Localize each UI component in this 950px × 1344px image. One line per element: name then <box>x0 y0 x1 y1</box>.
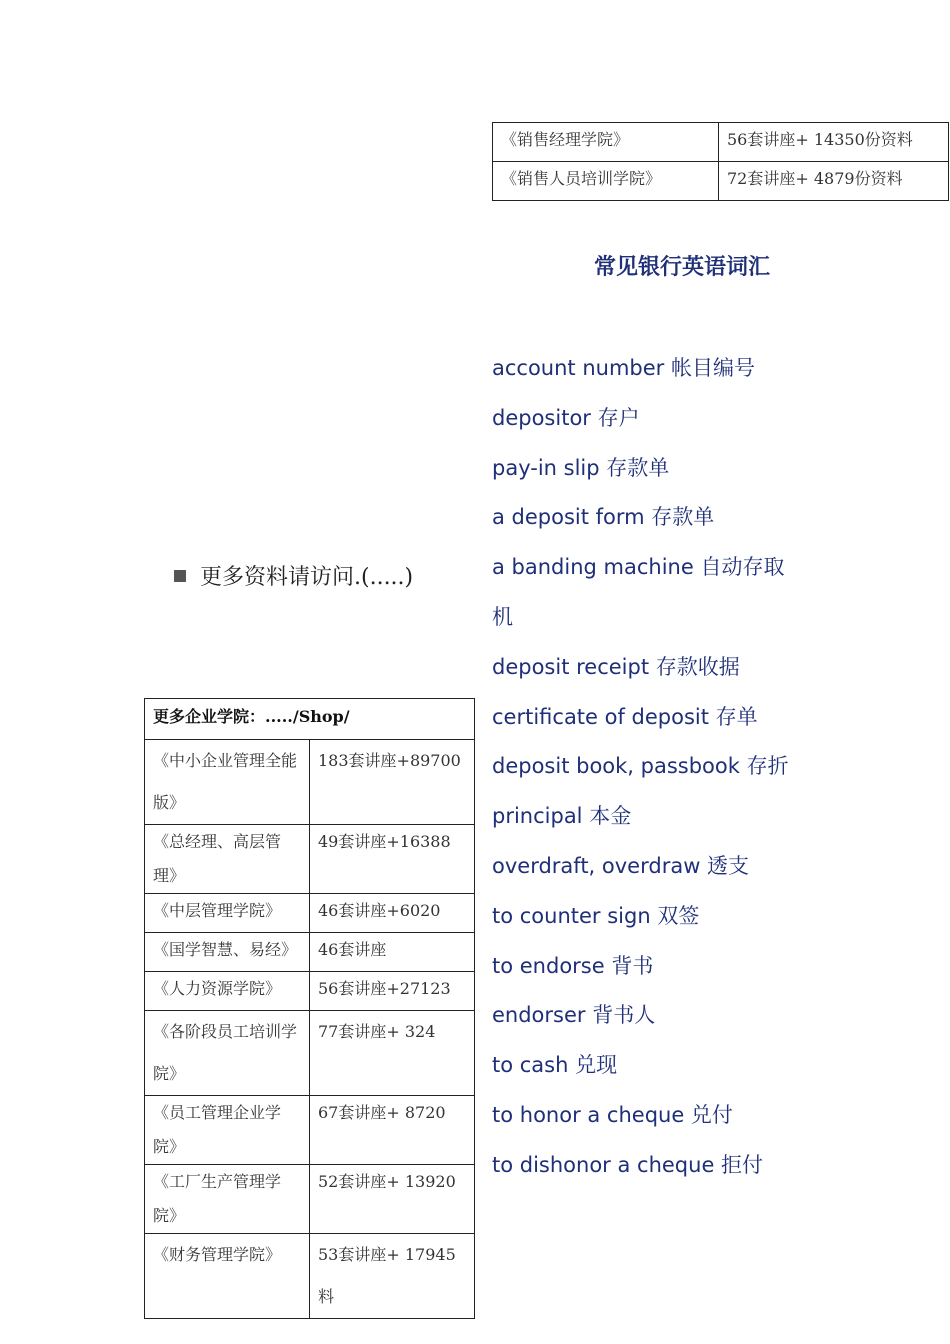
course-name: 《销售人员培训学院》 <box>493 162 719 201</box>
vocabulary-list <box>492 344 822 1191</box>
course-amount: 67套讲座+ 8720 <box>310 1096 475 1165</box>
course-name: 《各阶段员工培训学院》 <box>145 1011 310 1096</box>
course-name: 《中层管理学院》 <box>145 894 310 933</box>
course-name: 《财务管理学院》 <box>145 1234 310 1319</box>
vocab-item: certificate of deposit 存单 <box>492 704 758 729</box>
table-row <box>145 825 475 894</box>
course-name: 《销售经理学院》 <box>493 123 719 162</box>
course-name: 《员工管理企业学院》 <box>145 1096 310 1165</box>
vocab-item: pay-in slip 存款单 <box>492 455 670 480</box>
vocab-item: principal 本金 <box>492 804 632 829</box>
table-header-row <box>145 699 475 740</box>
vocab-item: 机 <box>492 604 513 629</box>
vocab-item: a banding machine 自动存取 <box>492 555 785 580</box>
vocab-item: deposit receipt 存款收据 <box>492 654 740 679</box>
vocab-item: endorser 背书人 <box>492 1003 656 1028</box>
vocab-item: to counter sign 双签 <box>492 903 700 928</box>
course-amount: 46套讲座 <box>310 933 475 972</box>
table-row <box>493 123 949 162</box>
course-amount: 53套讲座+ 17945料 <box>310 1234 475 1319</box>
vocab-item: a deposit form 存款单 <box>492 505 715 530</box>
vocab-item: to endorse 背书 <box>492 953 654 978</box>
course-amount: 46套讲座+6020 <box>310 894 475 933</box>
course-amount: 52套讲座+ 13920 <box>310 1165 475 1234</box>
course-name: 《工厂生产管理学院》 <box>145 1165 310 1234</box>
course-amount: 49套讲座+16388 <box>310 825 475 894</box>
more-resources-note <box>174 560 413 591</box>
table-row <box>145 740 475 825</box>
top-course-table <box>492 122 949 201</box>
course-amount: 183套讲座+89700 <box>310 740 475 825</box>
more-resources-text: 更多资料请访问.(.....) <box>200 565 414 590</box>
vocab-item: account number 帐目编号 <box>492 356 755 380</box>
course-name: 《中小企业管理全能版》 <box>145 740 310 825</box>
course-amount: 72套讲座+ 4879份资料 <box>719 162 949 201</box>
page-title: 常见银行英语词汇 <box>593 255 770 280</box>
table-header: 更多企业学院：...../Shop/ <box>145 699 475 740</box>
table-row <box>145 894 475 933</box>
vocab-item: to honor a cheque 兑付 <box>492 1102 733 1127</box>
course-amount: 56套讲座+ 14350份资料 <box>719 123 949 162</box>
enterprise-course-table <box>144 698 475 1319</box>
table-row <box>145 1096 475 1165</box>
course-name: 《国学智慧、易经》 <box>145 933 310 972</box>
vocab-item: depositor 存户 <box>492 405 640 430</box>
vocab-item: deposit book, passbook 存折 <box>492 754 789 779</box>
vocab-item: to cash 兑现 <box>492 1053 618 1078</box>
course-name: 《总经理、高层管理》 <box>145 825 310 894</box>
square-bullet-icon <box>174 570 186 582</box>
course-amount: 77套讲座+ 324 <box>310 1011 475 1096</box>
table-row <box>145 1011 475 1096</box>
table-row <box>493 162 949 201</box>
vocab-item: overdraft, overdraw 透支 <box>492 853 750 878</box>
course-name: 《人力资源学院》 <box>145 972 310 1011</box>
table-row <box>145 1234 475 1319</box>
table-row <box>145 933 475 972</box>
vocab-item: to dishonor a cheque 拒付 <box>492 1152 764 1177</box>
table-row <box>145 1165 475 1234</box>
course-amount: 56套讲座+27123 <box>310 972 475 1011</box>
table-row <box>145 972 475 1011</box>
